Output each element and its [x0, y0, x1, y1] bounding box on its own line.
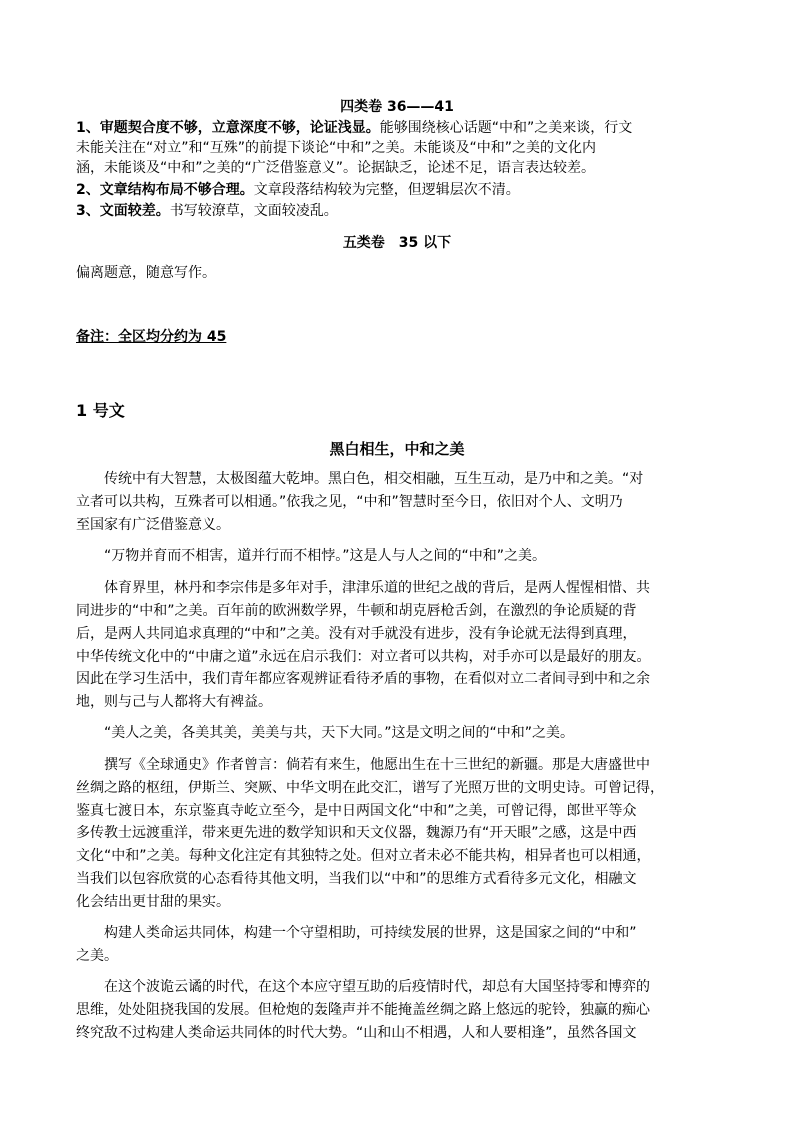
- grade4-item-1: [76, 118, 632, 138]
- essay-line: 化会结出更甘甜的果实。: [76, 894, 230, 910]
- grade4-item-3-bold: 3、文面较差。: [76, 203, 170, 219]
- essay-line: “万物并育而不相害，道并行而不相悖。”这是人与人之间的“中和”之美。: [104, 548, 547, 564]
- grade5-text: 偏离题意，随意写作。: [76, 265, 216, 281]
- essay-number: 1 号文: [76, 401, 125, 420]
- grade5-heading: 五类卷 35 以下: [342, 235, 452, 251]
- essay-line: 丝绸之路的枢纽，伊斯兰、突厥、中华文明在此交汇，谱写了光照万世的文明史诗。可曾记得，: [76, 780, 664, 796]
- essay-line: 同进步的“中和”之美。百年前的欧洲数学界，牛顿和胡克唇枪舌剑，在激烈的争论质疑的背: [76, 603, 637, 619]
- grade4-item-3-text: 书写较潦草，文面较凌乱。: [169, 203, 338, 219]
- grade4-item-1-cont-1: 未能关注在“对立”和“互殊”的前提下谈论“中和”之美。未能谈及“中和”之美的文化内: [76, 140, 597, 156]
- essay-line: 中华传统文化中的“中庸之道”永远在启示我们：对立者可以共构，对手亦可以是最好的朋友。: [76, 649, 651, 665]
- essay-line: 构建人类命运共同体，构建一个守望相助，可持续发展的世界，这是国家之间的“中和”: [104, 925, 637, 941]
- essay-line: 因此在学习生活中，我们青年都应客观辨证看待矛盾的事物，在看似对立二者间寻到中和之余: [76, 671, 650, 687]
- grade4-item-1-bold: 1、审题契合度不够，立意深度不够，论证浅显。: [76, 120, 380, 136]
- essay-line: 立者可以共构，互殊者可以相通。”依我之见，“中和”智慧时至今日，依旧对个人、文明乃: [76, 494, 623, 510]
- essay-line: 后，是两人共同追求真理的“中和”之美。没有对手就没有进步，没有争论就无法得到真理，: [76, 626, 637, 642]
- essay-line: 当我们以包容欣赏的心态看待其他文明，当我们以“中和”的思维方式看待多元文化，相融文: [76, 871, 637, 887]
- essay-line: 撰写《全球通史》作者曾言：倘若有来生，他愿出生在十三世纪的新疆。那是大唐盛世中: [104, 757, 650, 773]
- grade4-item-2-bold: 2、文章结构布局不够合理。: [76, 182, 254, 198]
- essay-line: 地，则与己与人都将大有裨益。: [76, 694, 272, 710]
- average-score-note: 备注：全区均分约为 45: [76, 329, 227, 345]
- grade4-item-2: [76, 180, 520, 200]
- essay-line: 至国家有广泛借鉴意义。: [76, 517, 230, 533]
- grade4-item-1-cont-2: 涵，未能谈及“中和”之美的“广泛借鉴意义”。论据缺乏，论述不足，语言表达较差。: [76, 160, 596, 176]
- essay-line: 鉴真七渡日本，东京鉴真寺屹立至今，是中日两国文化“中和”之美，可曾记得，郎世平等众: [76, 803, 637, 819]
- grade4-item-1-text: 能够围绕核心话题“中和”之美来谈，行文: [379, 120, 633, 136]
- essay-line: 之美。: [76, 948, 118, 964]
- grade4-heading: 四类卷 36——41: [340, 99, 454, 115]
- essay-line: 思维，处处阻挠我国的发展。但枪炮的轰隆声并不能掩盖丝绸之路上悠远的驼铃，独赢的痴心: [76, 1002, 650, 1018]
- grade4-item-2-text: 文章段落结构较为完整，但逻辑层次不清。: [253, 182, 520, 198]
- essay-line: “美人之美，各美其美，美美与共，天下大同。”这是文明之间的“中和”之美。: [104, 725, 575, 741]
- grade4-item-3: [76, 201, 338, 221]
- essay-line: 体育界里，林丹和李宗伟是多年对手，津津乐道的世纪之战的背后，是两人惺惺相惜、共: [104, 580, 650, 596]
- essay-line: 传统中有大智慧，太极图蕴大乾坤。黑白色，相交相融，互生互动，是乃中和之美。“对: [104, 471, 644, 487]
- essay-line: 多传教士远渡重洋，带来更先进的数学知识和天文仪器，魏源乃有“开天眼”之感，这是中西: [76, 825, 637, 841]
- essay-line: 终究敌不过构建人类命运共同体的时代大势。“山和山不相遇，人和人要相逢”，虽然各国文: [76, 1025, 637, 1041]
- essay-title: 黑白相生，中和之美: [329, 440, 465, 458]
- essay-line: 在这个波诡云谲的时代，在这个本应守望互助的后疫情时代，却总有大国坚持零和博弈的: [104, 979, 650, 995]
- essay-line: 文化“中和”之美。每种文化注定有其独特之处。但对立者未必不能共构，相异者也可以相通，: [76, 848, 651, 864]
